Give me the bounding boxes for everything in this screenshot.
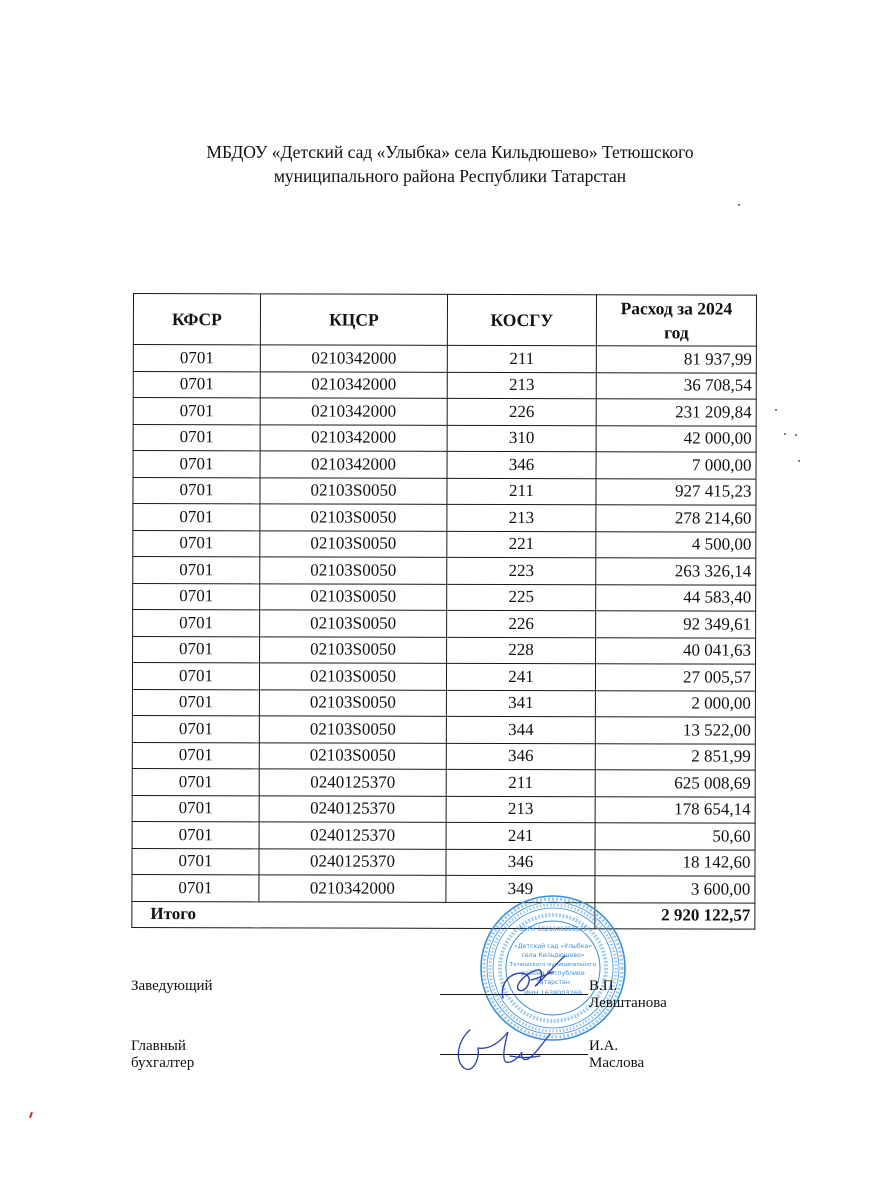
table-row	[133, 504, 756, 532]
cell-amount: 81 937,99	[596, 346, 756, 373]
table-row	[133, 610, 756, 638]
signer-role-head: Заведующий	[131, 978, 213, 994]
signer-name-head: В.П. Левштанова	[589, 978, 667, 1011]
stamp-line-4: района Республики	[521, 970, 585, 977]
scan-speck	[798, 460, 800, 462]
table-row	[133, 477, 756, 505]
cell-kfsr: 0701	[132, 663, 259, 690]
cell-amount: 36 708,54	[596, 372, 756, 399]
title-line-1: МБДОУ «Детский сад «Улыбка» села Кильдюшево» Тетюшского	[206, 142, 694, 162]
cell-kfsr: 0701	[132, 795, 259, 822]
column-header-kcsr: КЦСР	[260, 294, 447, 345]
stamp-line-2: села Кильдюшево»	[521, 952, 585, 959]
cell-kcsr: 02103S0050	[259, 716, 446, 743]
cell-amount: 927 415,23	[596, 478, 756, 505]
cell-kcsr: 0240125370	[259, 795, 446, 822]
cell-kosgu: 221	[447, 531, 596, 558]
cell-amount: 13 522,00	[595, 717, 755, 744]
stamp-line-5: Татарстан	[536, 979, 570, 986]
cell-kcsr: 0210342000	[260, 424, 447, 451]
scan-speck	[775, 409, 777, 411]
cell-kfsr: 0701	[132, 768, 259, 795]
cell-kosgu: 241	[446, 663, 595, 690]
cell-kcsr: 02103S0050	[260, 636, 447, 663]
title-line-2: муниципального района Республики Татарстан	[273, 166, 627, 186]
signer-name-accountant: И.А. Маслова	[589, 1038, 645, 1071]
cell-kcsr: 0240125370	[259, 769, 446, 796]
stamp-line-1: «Детский сад «Улыбка»	[513, 943, 593, 950]
cell-kfsr: 0701	[133, 610, 260, 637]
column-header-kosgu: КОСГУ	[447, 294, 596, 345]
cell-kfsr: 0701	[132, 715, 259, 742]
cell-kfsr: 0701	[133, 398, 260, 425]
cell-kosgu: 344	[446, 716, 595, 743]
cell-kcsr: 0210342000	[259, 875, 446, 902]
signer-role-accountant: Главный бухгалтер	[131, 1038, 195, 1071]
scan-mark	[29, 1112, 33, 1118]
cell-amount: 625 008,69	[595, 770, 755, 797]
handwritten-signature-head	[495, 950, 585, 1010]
table-row	[132, 715, 755, 743]
cell-kcsr: 0210342000	[260, 398, 447, 425]
stamp-ogrn: ОГРН 1021606356575	[518, 926, 588, 933]
cell-kfsr: 0701	[133, 345, 260, 372]
table-header-row	[133, 294, 756, 347]
table-row	[133, 530, 756, 558]
cell-kcsr: 0240125370	[259, 822, 446, 849]
table-row	[132, 689, 755, 717]
table-row	[132, 742, 755, 770]
cell-kfsr: 0701	[133, 477, 260, 504]
table-row	[133, 583, 756, 611]
cell-amount: 2 851,99	[595, 743, 755, 770]
table-row	[132, 768, 755, 796]
cell-kosgu: 341	[446, 690, 595, 717]
cell-amount: 2 000,00	[595, 690, 755, 717]
cell-kosgu: 228	[447, 637, 596, 664]
cell-kosgu: 346	[446, 849, 595, 876]
table-row	[133, 557, 756, 585]
cell-kfsr: 0701	[133, 451, 260, 478]
table-row	[132, 848, 755, 876]
stamp-inn: ИНН 1638003269	[523, 989, 583, 997]
cell-kcsr: 02103S0050	[260, 504, 447, 531]
cell-kfsr: 0701	[133, 557, 260, 584]
cell-kosgu: 211	[447, 345, 596, 372]
cell-kfsr: 0701	[133, 530, 260, 557]
cell-kosgu: 226	[447, 398, 596, 425]
total-label: Итого	[132, 901, 595, 928]
cell-kfsr: 0701	[132, 742, 259, 769]
cell-kfsr: 0701	[133, 504, 260, 531]
cell-kfsr: 0701	[133, 371, 260, 398]
cell-kosgu: 211	[447, 478, 596, 505]
cell-amount: 4 500,00	[596, 531, 756, 558]
scan-speck	[795, 434, 797, 436]
cell-kosgu: 213	[446, 796, 595, 823]
cell-kfsr: 0701	[133, 424, 260, 451]
cell-kcsr: 0240125370	[259, 848, 446, 875]
cell-kosgu: 213	[447, 372, 596, 399]
cell-kcsr: 02103S0050	[260, 530, 447, 557]
handwritten-signature-accountant	[450, 1020, 560, 1075]
cell-kcsr: 02103S0050	[260, 583, 447, 610]
cell-kosgu: 346	[446, 743, 595, 770]
table-row	[133, 451, 756, 479]
cell-amount: 7 000,00	[596, 452, 756, 479]
table-row	[133, 398, 756, 426]
cell-kcsr: 0210342000	[260, 451, 447, 478]
table-row	[133, 345, 756, 373]
cell-amount: 42 000,00	[596, 425, 756, 452]
cell-amount: 231 209,84	[596, 399, 756, 426]
cell-kosgu: 310	[447, 425, 596, 452]
cell-kcsr: 02103S0050	[259, 689, 446, 716]
cell-kcsr: 02103S0050	[260, 610, 447, 637]
cell-amount: 50,60	[595, 823, 755, 850]
cell-kcsr: 0210342000	[260, 345, 447, 372]
table-body	[132, 345, 757, 929]
cell-amount: 3 600,00	[595, 876, 755, 903]
total-row	[132, 901, 755, 929]
cell-kcsr: 02103S0050	[260, 557, 447, 584]
cell-amount: 27 005,57	[595, 664, 755, 691]
cell-amount: 278 214,60	[596, 505, 756, 532]
cell-kosgu: 346	[447, 451, 596, 478]
cell-kfsr: 0701	[132, 821, 259, 848]
cell-kfsr: 0701	[132, 689, 259, 716]
table-row	[132, 821, 755, 849]
cell-kfsr: 0701	[132, 848, 259, 875]
cell-amount: 44 583,40	[596, 584, 756, 611]
cell-amount: 178 654,14	[595, 796, 755, 823]
cell-kcsr: 02103S0050	[260, 477, 447, 504]
cell-kosgu: 211	[446, 769, 595, 796]
column-header-amount: Расход за 2024 год	[596, 295, 756, 346]
cell-amount: 40 041,63	[596, 637, 756, 664]
cell-kcsr: 0210342000	[260, 371, 447, 398]
table-row	[132, 874, 755, 902]
cell-kcsr: 02103S0050	[259, 663, 446, 690]
cell-kosgu: 223	[447, 557, 596, 584]
cell-kosgu: 226	[447, 610, 596, 637]
scan-speck	[738, 204, 740, 206]
cell-kcsr: 02103S0050	[259, 742, 446, 769]
scan-speck	[784, 433, 786, 435]
cell-kosgu: 213	[447, 504, 596, 531]
table-row	[133, 636, 756, 664]
table-row	[133, 371, 756, 399]
cell-amount: 92 349,61	[596, 611, 756, 638]
column-header-kfsr: КФСР	[133, 294, 260, 345]
expense-table	[131, 293, 757, 929]
cell-kfsr: 0701	[132, 874, 259, 901]
table-row	[132, 663, 755, 691]
total-amount: 2 920 122,57	[595, 902, 755, 928]
document-title	[100, 140, 800, 188]
cell-kosgu: 349	[446, 875, 595, 902]
table-row	[132, 795, 755, 823]
stamp-line-3: Тетюшского муниципального	[509, 962, 597, 968]
cell-kfsr: 0701	[133, 636, 260, 663]
cell-kosgu: 225	[447, 584, 596, 611]
cell-kosgu: 241	[446, 822, 595, 849]
table-row	[133, 424, 756, 452]
cell-amount: 18 142,60	[595, 849, 755, 876]
cell-kfsr: 0701	[133, 583, 260, 610]
cell-amount: 263 326,14	[596, 558, 756, 585]
